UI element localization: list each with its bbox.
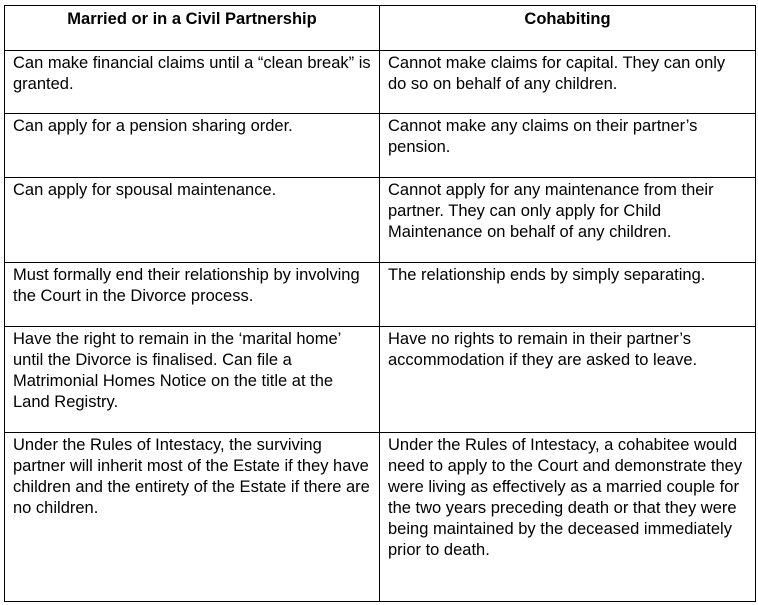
cell-married-maintenance: Can apply for spousal maintenance. xyxy=(5,178,380,263)
column-header-cohabiting: Cohabiting xyxy=(380,6,756,51)
cell-cohabiting-home-rights: Have no rights to remain in their partner’s accommodation if they are asked to leave. xyxy=(380,327,756,433)
column-header-married: Married or in a Civil Partnership xyxy=(5,6,380,51)
cell-married-pension: Can apply for a pension sharing order. xyxy=(5,114,380,178)
table-row xyxy=(5,433,756,602)
cell-married-financial-claims: Can make financial claims until a “clean break” is granted. xyxy=(5,51,380,114)
cell-cohabiting-pension: Cannot make any claims on their partner’s pension. xyxy=(380,114,756,178)
cell-married-home-rights: Have the right to remain in the ‘marital home’ until the Divorce is finalised. Can file a Matrimonial Homes Notice on the title at the Land Registry. xyxy=(5,327,380,433)
table-row xyxy=(5,114,756,178)
table-row xyxy=(5,178,756,263)
cell-married-intestacy: Under the Rules of Intestacy, the surviving partner will inherit most of the Estate if they have children and the entirety of the Estate if there are no children. xyxy=(5,433,380,602)
table-row xyxy=(5,327,756,433)
table-row xyxy=(5,263,756,327)
comparison-table xyxy=(4,5,756,602)
table-row xyxy=(5,51,756,114)
cell-cohabiting-maintenance: Cannot apply for any maintenance from their partner. They can only apply for Child Maintenance on behalf of any children. xyxy=(380,178,756,263)
table-header-row xyxy=(5,6,756,51)
cell-cohabiting-intestacy: Under the Rules of Intestacy, a cohabitee would need to apply to the Court and demonstrate they were living as effectively as a married couple for the two years preceding death or that they were being maintained by the deceased immediately prior to death. xyxy=(380,433,756,602)
cell-cohabiting-ending-relationship: The relationship ends by simply separating. xyxy=(380,263,756,327)
cell-married-ending-relationship: Must formally end their relationship by involving the Court in the Divorce process. xyxy=(5,263,380,327)
cell-cohabiting-financial-claims: Cannot make claims for capital. They can only do so on behalf of any children. xyxy=(380,51,756,114)
